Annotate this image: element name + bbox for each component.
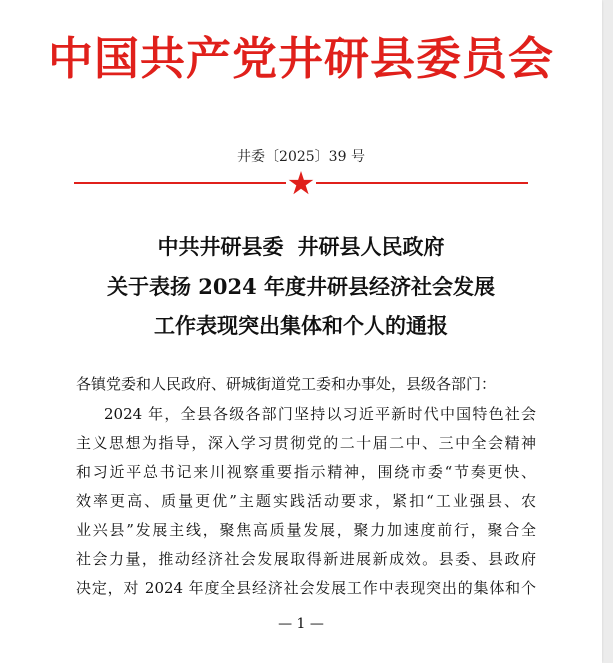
body-line: 和习近平总书记来川视察重要指示精神，围绕市委“节奏更快、 — [76, 463, 536, 481]
document-number: 井委〔2025〕39 号 — [237, 149, 365, 165]
issuer-county-government: 井研县人民政府 — [297, 234, 445, 259]
body-line: 效率更高、质量更优”主题实践活动要求，紧扣“工业强县、农 — [76, 492, 536, 510]
notice-title-issuers — [0, 233, 602, 261]
body-line: 决定，对 2024 年度全县经济社会发展工作中表现突出的集体和个 — [76, 579, 536, 597]
notice-title-line-3: 工作表现突出集体和个人的通报 — [154, 313, 448, 338]
body-line: 社会力量，推动经济社会发展取得新进展新成效。县委、县政府 — [76, 550, 536, 568]
red-rule-left — [74, 182, 286, 184]
notice-title-line-2: 关于表扬 2024 年度井研县经济社会发展 — [106, 274, 496, 299]
red-star-icon — [288, 170, 314, 196]
salutation: 各镇党委和人民政府、研城街道党工委和办事处，县级各部门： — [76, 375, 497, 393]
body-line: 业兴县”发展主线，聚焦高质量发展，聚力加速度前行，聚合全 — [76, 521, 536, 539]
body-line: 2024 年，全县各级各部门坚持以习近平新时代中国特色社会 — [104, 405, 536, 423]
page-number: — 1 — — [278, 616, 324, 632]
viewer-background-edge — [604, 0, 613, 663]
red-rule-right — [316, 182, 528, 184]
body-line: 主义思想为指导，深入学习贯彻党的二十届二中、三中全会精神 — [76, 434, 536, 452]
letterhead-title: 中国共产党井研县委员会 — [47, 32, 554, 85]
issuer-county-committee: 中共井研县委 — [157, 234, 284, 259]
